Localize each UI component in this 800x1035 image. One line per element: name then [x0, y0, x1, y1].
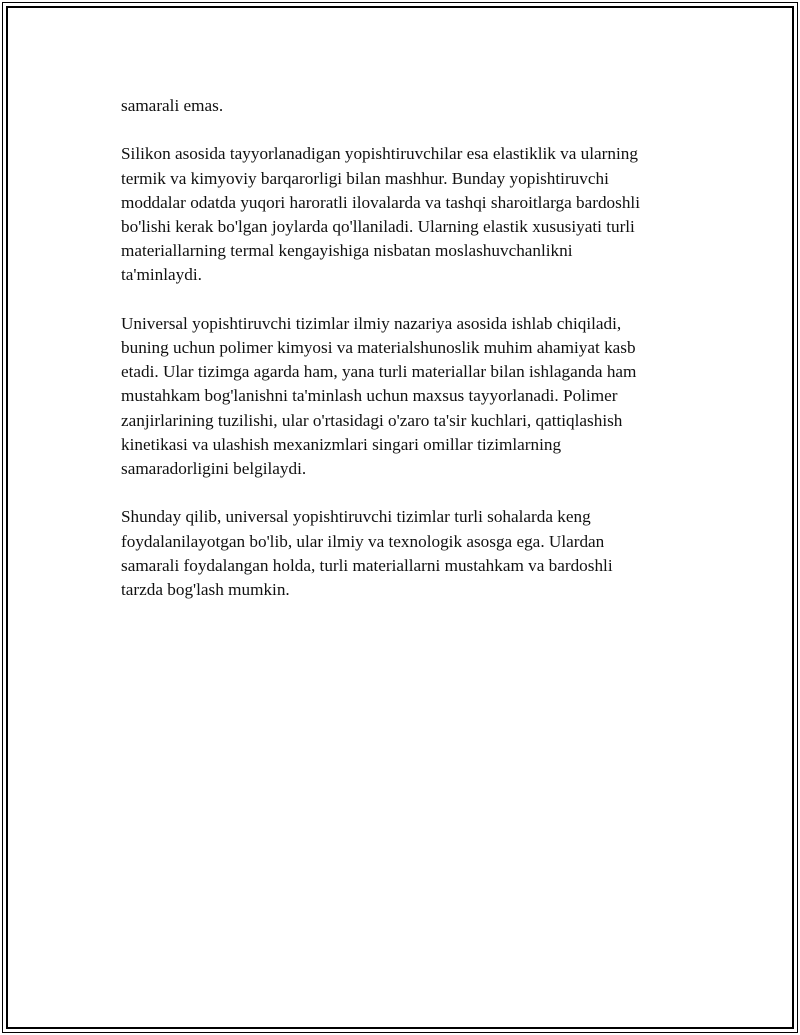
paragraph-4: Shunday qilib, universal yopishtiruvchi tizimlar turli sohalarda keng foydalanilayotgan bo'lib, ular ilmiy va texnologik asosga ega. Ulardan samarali foydalangan holda, turli materiallarni mustahkam va bardoshli tarzda bog'lash mumkin.	[121, 507, 613, 600]
document-body	[121, 94, 681, 626]
paragraph-2: Silikon asosida tayyorlanadigan yopishtiruvchilar esa elastiklik va ularning termik va kimyoviy barqarorligi bilan mashhur. Bunday yopishtiruvchi moddalar odatda yuqori haroratli ilovalarda va tashqi sharoitlarga bardoshli bo'lishi kerak bo'lgan joylarda qo'llaniladi. Ularning elastik xususiyati turli materiallarning termal kengayishiga nisbatan moslashuvchanlikni ta'minlaydi.	[121, 144, 640, 285]
paragraph-3: Universal yopishtiruvchi tizimlar ilmiy nazariya asosida ishlab chiqiladi, buning uchun polimer kimyosi va materialshunoslik muhim ahamiyat kasb etadi. Ular tizimga agarda ham, yana turli materiallar bilan ishlaganda ham mustahkam bog'lanishni ta'minlash uchun maxsus tayyorlanadi. Polimer zanjirlarining tuzilishi, ular o'rtasidagi o'zaro ta'sir kuchlari, qattiqlashish kinetikasi va ulashish mexanizmlari singari omillar tizimlarning samaradorligini belgilaydi.	[121, 313, 637, 479]
page-frame	[2, 2, 798, 1033]
paragraph-1: samarali emas.	[121, 96, 224, 115]
